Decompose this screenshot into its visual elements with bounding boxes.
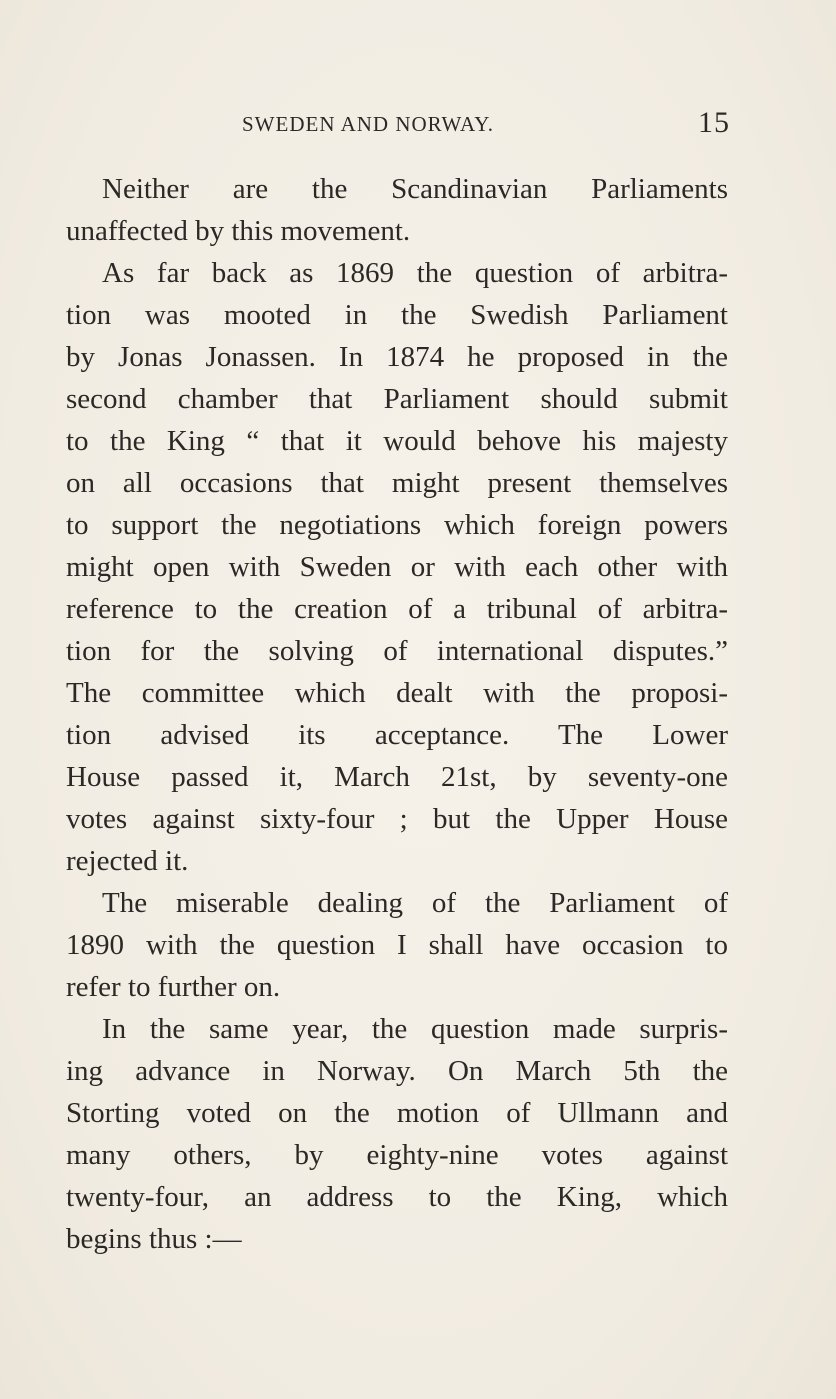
text-line: tion for the solving of international disputes.” <box>66 635 728 667</box>
text-line: unaffected by this movement. <box>66 215 411 247</box>
text-line: tion was mooted in the Swedish Parliament <box>66 299 728 331</box>
text-line: begins thus :— <box>66 1223 242 1255</box>
text-line: House passed it, March 21st, by seventy-one <box>66 761 728 793</box>
text-line: rejected it. <box>66 845 189 877</box>
text-line: refer to further on. <box>66 971 281 1003</box>
text-line: tion advised its acceptance. The Lower <box>66 719 728 751</box>
text-line: second chamber that Parliament should submit <box>66 383 728 415</box>
text-line: In the same year, the question made surpris- <box>102 1013 728 1045</box>
text-line: The miserable dealing of the Parliament of <box>102 887 728 919</box>
text-line: to the King “ that it would behove his majesty <box>66 425 728 457</box>
text-line: twenty-four, an address to the King, which <box>66 1181 728 1213</box>
body-text <box>66 168 728 1260</box>
text-line: 1890 with the question I shall have occasion to <box>66 929 728 961</box>
text-line: to support the negotiations which foreign powers <box>66 509 728 541</box>
page-number: 15 <box>698 106 730 139</box>
text-line: The committee which dealt with the proposi- <box>66 677 728 709</box>
text-line: votes against sixty-four ; but the Upper House <box>66 803 728 835</box>
text-line: on all occasions that might present themselves <box>66 467 728 499</box>
running-head: SWEDEN AND NORWAY. <box>242 112 494 136</box>
text-line: Neither are the Scandinavian Parliaments <box>102 173 728 205</box>
page-header <box>66 108 730 148</box>
text-line: might open with Sweden or with each other with <box>66 551 728 583</box>
text-line: many others, by eighty-nine votes against <box>66 1139 728 1171</box>
text-line: Storting voted on the motion of Ullmann and <box>66 1097 728 1129</box>
text-line: by Jonas Jonassen. In 1874 he proposed in the <box>66 341 728 373</box>
text-line: reference to the creation of a tribunal of arbitra- <box>66 593 728 625</box>
text-line: ing advance in Norway. On March 5th the <box>66 1055 728 1087</box>
text-line: As far back as 1869 the question of arbitra- <box>102 257 728 289</box>
